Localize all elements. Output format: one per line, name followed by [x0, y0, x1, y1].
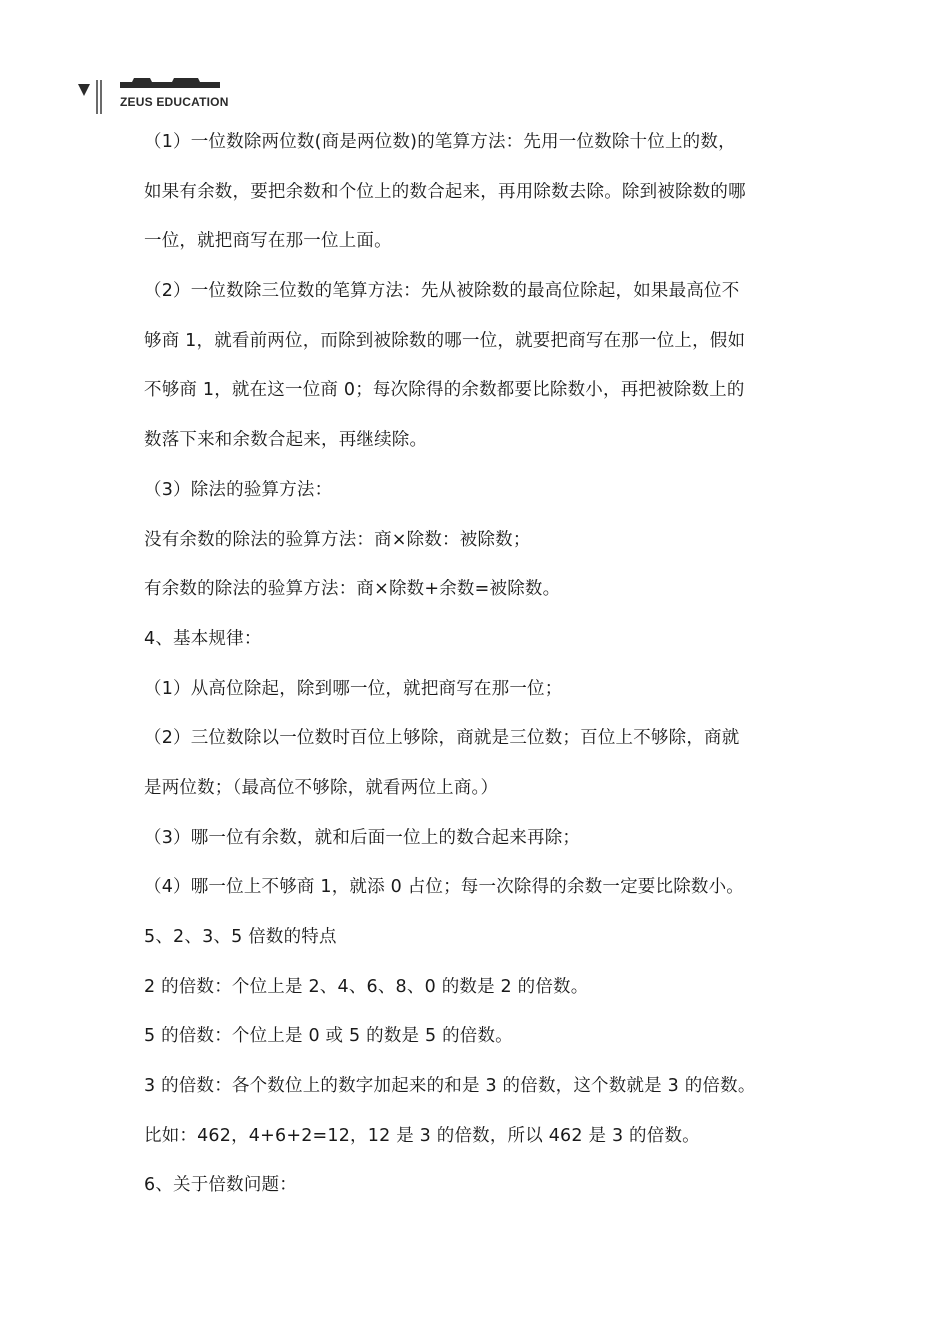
logo-chevron-icon — [78, 84, 90, 96]
text-line: 没有余数的除法的验算方法：商×除数：被除数； — [144, 529, 531, 550]
text-line: 一位，就把商写在那一位上面。 — [144, 231, 392, 252]
section-heading: 4、基本规律： — [144, 628, 262, 649]
section-heading: 5、2、3、5 倍数的特点 — [144, 927, 337, 947]
text-line: （3）除法的验算方法： — [144, 479, 333, 500]
section-heading: 6、关于倍数问题： — [144, 1175, 297, 1196]
text-line: （1）一位数除两位数(商是两位数)的笔算方法：先用一位数除十位上的数， — [144, 132, 736, 152]
text-line: 比如：462，4+6+2=12，12 是 3 的倍数，所以 462 是 3 的倍数。 — [144, 1125, 700, 1146]
text-line: 如果有余数，要把余数和个位上的数合起来，再用除数去除。除到被除数的哪 — [144, 181, 746, 202]
text-line: 不够商 1，就在这一位商 0；每次除得的余数都要比除数小，再把被除数上的 — [144, 380, 745, 401]
text-line: （2）一位数除三位数的笔算方法：先从被除数的最高位除起，如果最高位不 — [144, 281, 740, 302]
text-line: （3）哪一位有余数，就和后面一位上的数合起来再除； — [144, 827, 581, 848]
text-line: 3 的倍数：各个数位上的数字加起来的和是 3 的倍数，这个数就是 3 的倍数。 — [144, 1076, 756, 1097]
text-line: （2）三位数除以一位数时百位上够除，商就是三位数；百位上不够除，商就 — [144, 728, 740, 749]
text-line: 是两位数；（最高位不够除，就看两位上商。） — [144, 777, 499, 798]
logo-wordmark — [120, 78, 220, 88]
logo-text: ZEUS EDUCATION — [120, 95, 229, 109]
text-line: （4）哪一位上不够商 1，就添 0 占位；每一次除得的余数一定要比除数小。 — [144, 877, 744, 898]
text-line: 5 的倍数：个位上是 0 或 5 的数是 5 的倍数。 — [144, 1026, 513, 1047]
text-line: （1）从高位除起，除到哪一位，就把商写在那一位； — [144, 678, 563, 699]
logo-bars-icon — [96, 80, 104, 114]
text-line: 够商 1，就看前两位，而除到被除数的哪一位，就要把商写在那一位上，假如 — [144, 330, 746, 351]
header-logo — [78, 78, 248, 118]
text-line: 数落下来和余数合起来，再继续除。 — [144, 430, 428, 451]
document-body — [144, 122, 814, 1215]
text-line: 有余数的除法的验算方法：商×除数+余数=被除数。 — [144, 579, 561, 600]
text-line: 2 的倍数：个位上是 2、4、6、8、0 的数是 2 的倍数。 — [144, 976, 589, 997]
